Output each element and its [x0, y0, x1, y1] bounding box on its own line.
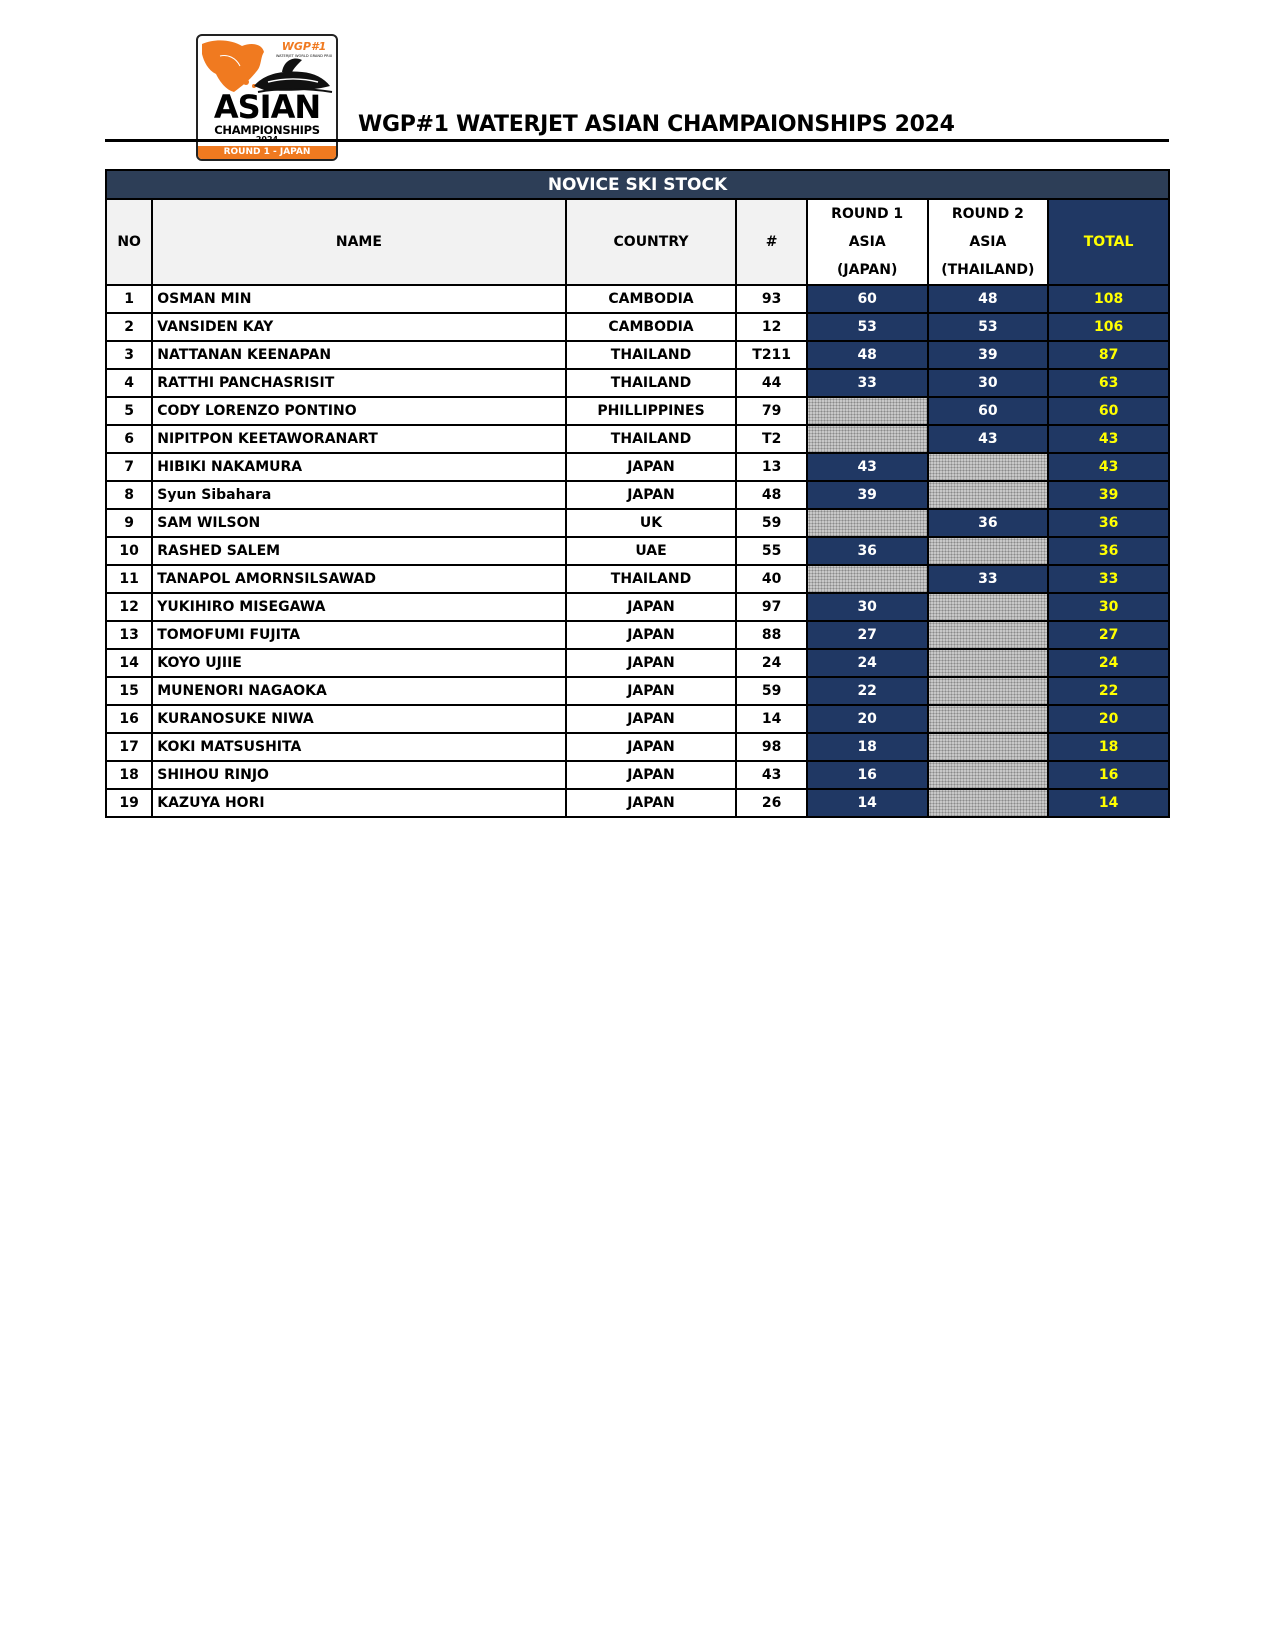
cell-total: 87	[1048, 341, 1169, 369]
cell-country: JAPAN	[566, 761, 737, 789]
cell-round1	[807, 509, 928, 537]
cell-round2: 30	[928, 369, 1049, 397]
table-row	[106, 789, 1169, 817]
cell-round1: 43	[807, 453, 928, 481]
cell-name: YUKIHIRO MISEGAWA	[152, 593, 565, 621]
header-no: NO	[106, 199, 152, 285]
cell-country: THAILAND	[566, 369, 737, 397]
header-round2-line2: ASIA	[969, 234, 1007, 250]
cell-no: 12	[106, 593, 152, 621]
cell-country: JAPAN	[566, 453, 737, 481]
logo-brand-text: WGP#1	[281, 40, 327, 53]
header-number: #	[736, 199, 806, 285]
results-body	[106, 285, 1169, 817]
cell-round1: 53	[807, 313, 928, 341]
cell-total: 14	[1048, 789, 1169, 817]
header-country: COUNTRY	[566, 199, 737, 285]
cell-no: 8	[106, 481, 152, 509]
cell-round2: 36	[928, 509, 1049, 537]
cell-number: 44	[736, 369, 806, 397]
cell-round2	[928, 593, 1049, 621]
cell-name: RATTHI PANCHASRISIT	[152, 369, 565, 397]
cell-number: 24	[736, 649, 806, 677]
cell-round2	[928, 481, 1049, 509]
logo-asian-text: ASIAN	[213, 88, 321, 126]
cell-number: 79	[736, 397, 806, 425]
cell-round2	[928, 677, 1049, 705]
cell-country: THAILAND	[566, 341, 737, 369]
cell-no: 16	[106, 705, 152, 733]
cell-round2	[928, 733, 1049, 761]
cell-country: CAMBODIA	[566, 313, 737, 341]
header-round2-line3: (THAILAND)	[941, 262, 1035, 278]
cell-round1	[807, 565, 928, 593]
cell-round1: 14	[807, 789, 928, 817]
cell-number: 98	[736, 733, 806, 761]
cell-round1: 36	[807, 537, 928, 565]
cell-no: 18	[106, 761, 152, 789]
cell-total: 36	[1048, 537, 1169, 565]
cell-number: 97	[736, 593, 806, 621]
class-caption: NOVICE SKI STOCK	[106, 170, 1169, 199]
cell-name: MUNENORI NAGAOKA	[152, 677, 565, 705]
cell-total: 43	[1048, 425, 1169, 453]
header-round1	[807, 199, 928, 285]
cell-name: OSMAN MIN	[152, 285, 565, 313]
cell-round1: 18	[807, 733, 928, 761]
cell-round2	[928, 705, 1049, 733]
table-row	[106, 649, 1169, 677]
cell-round1: 24	[807, 649, 928, 677]
table-row	[106, 313, 1169, 341]
table-row	[106, 425, 1169, 453]
cell-round1: 39	[807, 481, 928, 509]
cell-round2: 43	[928, 425, 1049, 453]
cell-no: 15	[106, 677, 152, 705]
cell-number: T211	[736, 341, 806, 369]
table-row	[106, 761, 1169, 789]
logo-graphic	[198, 36, 336, 96]
logo-round-text: ROUND 1 - JAPAN	[198, 146, 336, 159]
table-row	[106, 341, 1169, 369]
cell-total: 39	[1048, 481, 1169, 509]
cell-name: TOMOFUMI FUJITA	[152, 621, 565, 649]
cell-name: KOYO UJIIE	[152, 649, 565, 677]
table-row	[106, 621, 1169, 649]
cell-number: 93	[736, 285, 806, 313]
cell-country: THAILAND	[566, 565, 737, 593]
cell-no: 13	[106, 621, 152, 649]
cell-total: 22	[1048, 677, 1169, 705]
cell-country: JAPAN	[566, 649, 737, 677]
cell-country: JAPAN	[566, 621, 737, 649]
table-row	[106, 481, 1169, 509]
table-row	[106, 705, 1169, 733]
cell-round2: 60	[928, 397, 1049, 425]
cell-name: SAM WILSON	[152, 509, 565, 537]
cell-round2	[928, 621, 1049, 649]
cell-no: 2	[106, 313, 152, 341]
table-row	[106, 733, 1169, 761]
cell-total: 24	[1048, 649, 1169, 677]
cell-total: 63	[1048, 369, 1169, 397]
header-round1-line2: ASIA	[848, 234, 886, 250]
cell-round2: 53	[928, 313, 1049, 341]
cell-no: 1	[106, 285, 152, 313]
cell-round2: 39	[928, 341, 1049, 369]
cell-country: JAPAN	[566, 733, 737, 761]
logo-brand-subtext: WATERJET WORLD GRAND PRIX	[275, 54, 333, 58]
cell-number: 43	[736, 761, 806, 789]
cell-no: 11	[106, 565, 152, 593]
cell-total: 20	[1048, 705, 1169, 733]
header-round2	[928, 199, 1049, 285]
cell-total: 16	[1048, 761, 1169, 789]
cell-total: 27	[1048, 621, 1169, 649]
cell-no: 10	[106, 537, 152, 565]
cell-name: KOKI MATSUSHITA	[152, 733, 565, 761]
cell-total: 18	[1048, 733, 1169, 761]
cell-no: 17	[106, 733, 152, 761]
cell-round2: 33	[928, 565, 1049, 593]
table-row	[106, 593, 1169, 621]
cell-no: 4	[106, 369, 152, 397]
cell-round2	[928, 761, 1049, 789]
cell-round1	[807, 397, 928, 425]
cell-total: 36	[1048, 509, 1169, 537]
cell-number: 59	[736, 677, 806, 705]
cell-name: CODY LORENZO PONTINO	[152, 397, 565, 425]
cell-round1: 60	[807, 285, 928, 313]
cell-round1: 27	[807, 621, 928, 649]
cell-number: 12	[736, 313, 806, 341]
header-total: TOTAL	[1048, 199, 1169, 285]
table-row	[106, 397, 1169, 425]
cell-country: JAPAN	[566, 481, 737, 509]
cell-round1: 22	[807, 677, 928, 705]
cell-total: 43	[1048, 453, 1169, 481]
table-row	[106, 677, 1169, 705]
cell-number: 59	[736, 509, 806, 537]
cell-round1: 30	[807, 593, 928, 621]
header-round1-line1: ROUND 1	[831, 206, 904, 222]
cell-number: 13	[736, 453, 806, 481]
cell-country: UAE	[566, 537, 737, 565]
cell-total: 108	[1048, 285, 1169, 313]
cell-country: JAPAN	[566, 705, 737, 733]
cell-country: UK	[566, 509, 737, 537]
results-table	[105, 169, 1170, 818]
cell-name: SHIHOU RINJO	[152, 761, 565, 789]
cell-total: 60	[1048, 397, 1169, 425]
header-row	[106, 199, 1169, 285]
cell-name: KAZUYA HORI	[152, 789, 565, 817]
cell-round1	[807, 425, 928, 453]
cell-number: T2	[736, 425, 806, 453]
cell-round2	[928, 789, 1049, 817]
cell-name: NATTANAN KEENAPAN	[152, 341, 565, 369]
cell-no: 6	[106, 425, 152, 453]
cell-name: VANSIDEN KAY	[152, 313, 565, 341]
cell-name: RASHED SALEM	[152, 537, 565, 565]
cell-round1: 33	[807, 369, 928, 397]
cell-total: 33	[1048, 565, 1169, 593]
cell-name: HIBIKI NAKAMURA	[152, 453, 565, 481]
cell-no: 7	[106, 453, 152, 481]
cell-country: PHILLIPPINES	[566, 397, 737, 425]
cell-number: 55	[736, 537, 806, 565]
cell-no: 9	[106, 509, 152, 537]
cell-country: THAILAND	[566, 425, 737, 453]
table-row	[106, 509, 1169, 537]
cell-round2: 48	[928, 285, 1049, 313]
cell-number: 40	[736, 565, 806, 593]
table-row	[106, 537, 1169, 565]
page-title: WGP#1 WATERJET ASIAN CHAMPAIONSHIPS 2024	[358, 112, 955, 137]
cell-country: JAPAN	[566, 593, 737, 621]
table-row	[106, 369, 1169, 397]
header-name: NAME	[152, 199, 565, 285]
cell-no: 3	[106, 341, 152, 369]
cell-no: 5	[106, 397, 152, 425]
cell-number: 48	[736, 481, 806, 509]
cell-name: KURANOSUKE NIWA	[152, 705, 565, 733]
table-row	[106, 453, 1169, 481]
cell-round1: 48	[807, 341, 928, 369]
header-round1-line3: (JAPAN)	[837, 262, 898, 278]
cell-country: JAPAN	[566, 789, 737, 817]
cell-name: TANAPOL AMORNSILSAWAD	[152, 565, 565, 593]
cell-total: 106	[1048, 313, 1169, 341]
cell-country: JAPAN	[566, 677, 737, 705]
cell-number: 88	[736, 621, 806, 649]
cell-total: 30	[1048, 593, 1169, 621]
header-round2-line1: ROUND 2	[951, 206, 1024, 222]
title-divider	[105, 139, 1169, 142]
cell-round2	[928, 453, 1049, 481]
cell-round2	[928, 649, 1049, 677]
logo-championships-text: CHAMPIONSHIPS	[214, 123, 320, 137]
cell-round2	[928, 537, 1049, 565]
cell-number: 14	[736, 705, 806, 733]
cell-name: Syun Sibahara	[152, 481, 565, 509]
cell-country: CAMBODIA	[566, 285, 737, 313]
table-row	[106, 285, 1169, 313]
cell-round1: 20	[807, 705, 928, 733]
table-row	[106, 565, 1169, 593]
cell-round1: 16	[807, 761, 928, 789]
cell-name: NIPITPON KEETAWORANART	[152, 425, 565, 453]
cell-no: 19	[106, 789, 152, 817]
cell-no: 14	[106, 649, 152, 677]
cell-number: 26	[736, 789, 806, 817]
